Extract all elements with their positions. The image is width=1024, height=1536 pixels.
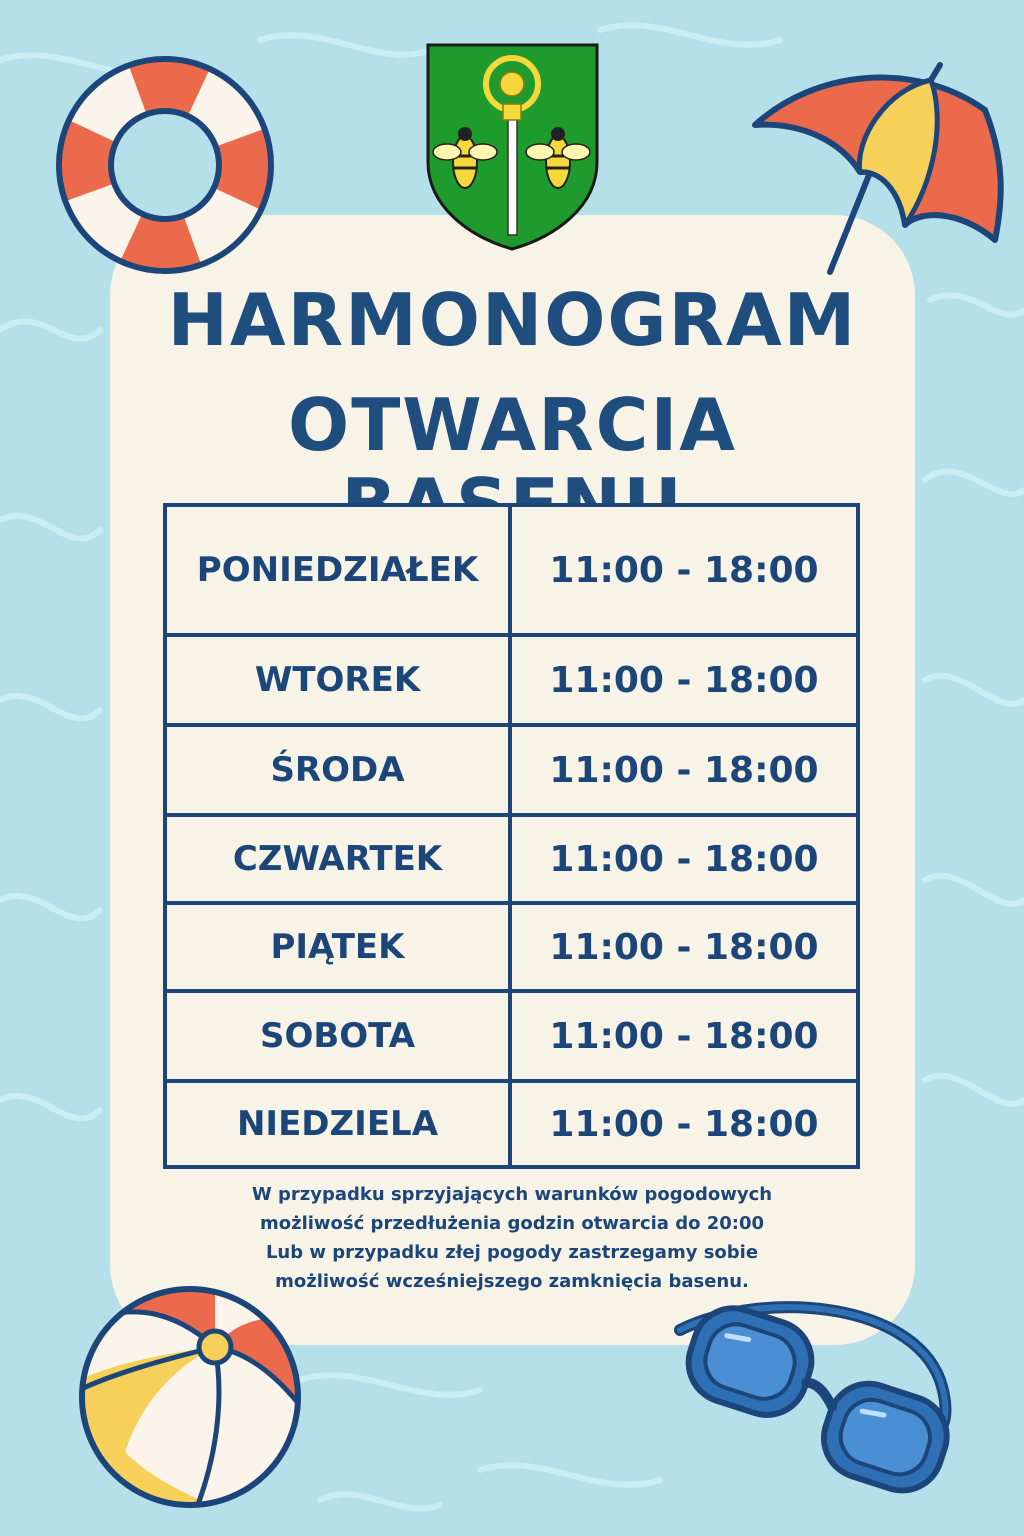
- poster-title-line1: HARMONOGRAM: [167, 278, 858, 362]
- table-row: [167, 1079, 856, 1165]
- table-row: [167, 813, 856, 901]
- beach-ball-icon: [75, 1282, 305, 1512]
- schedule-table: [163, 503, 860, 1169]
- note-line: możliwość wcześniejszego zamknięcia basenu.: [275, 1271, 749, 1292]
- day-cell: SOBOTA: [167, 993, 512, 1079]
- day-cell: WTOREK: [167, 637, 512, 723]
- note-line: W przypadku sprzyjających warunków pogodowych: [251, 1184, 773, 1205]
- day-cell: PONIEDZIAŁEK: [167, 507, 512, 633]
- coat-of-arms-icon: [425, 42, 600, 252]
- hours-cell: 11:00 - 18:00: [549, 1015, 819, 1057]
- swim-goggles-icon: [660, 1290, 960, 1510]
- lifebuoy-icon: [55, 55, 275, 275]
- day-cell: PIĄTEK: [167, 905, 512, 989]
- hours-cell: 11:00 - 18:00: [549, 926, 819, 968]
- table-row: [167, 633, 856, 723]
- hours-cell: 11:00 - 18:00: [549, 1103, 819, 1145]
- table-row: [167, 507, 856, 633]
- day-cell: CZWARTEK: [167, 817, 512, 901]
- day-cell: NIEDZIELA: [167, 1083, 512, 1165]
- table-row: [167, 723, 856, 813]
- table-row: [167, 901, 856, 989]
- day-cell: ŚRODA: [167, 727, 512, 813]
- note-line: Lub w przypadku złej pogody zastrzegamy sobie: [265, 1242, 759, 1263]
- poster-title-line2: OTWARCIA: [287, 383, 738, 467]
- beach-umbrella-icon: [745, 60, 1010, 280]
- hours-cell: 11:00 - 18:00: [549, 549, 819, 591]
- note-line: możliwość przedłużenia godzin otwarcia do 20:00: [259, 1213, 765, 1234]
- hours-cell: 11:00 - 18:00: [549, 659, 819, 701]
- hours-cell: 11:00 - 18:00: [549, 838, 819, 880]
- hours-cell: 11:00 - 18:00: [549, 749, 819, 791]
- table-row: [167, 989, 856, 1079]
